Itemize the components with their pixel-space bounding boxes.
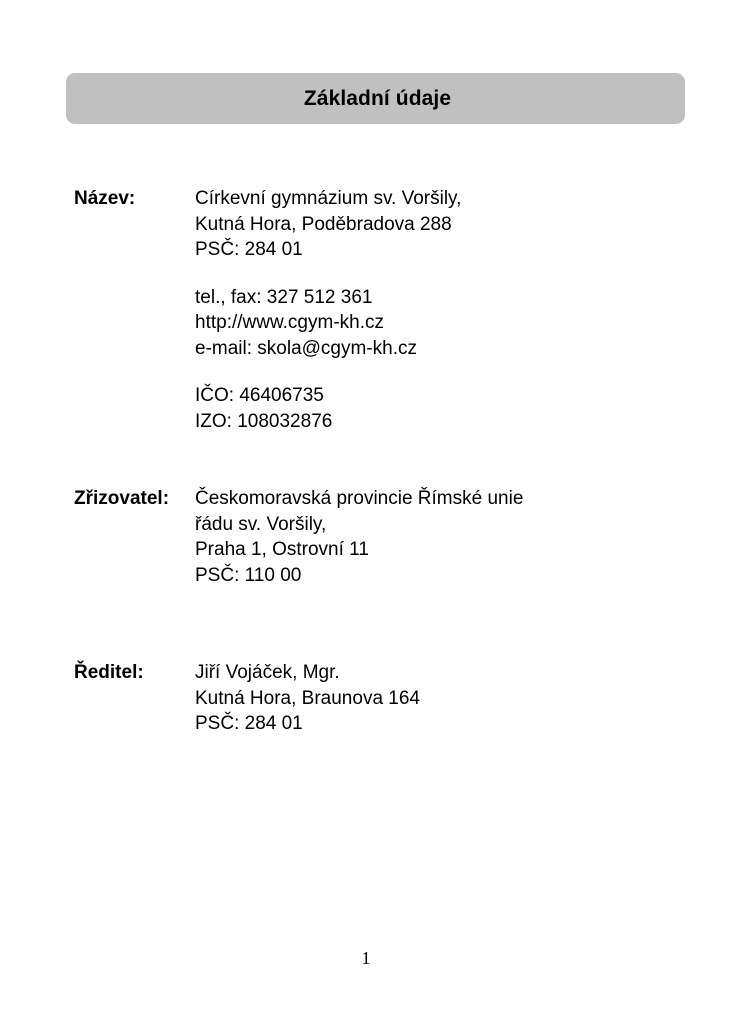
section-header-bar — [66, 73, 685, 124]
page-title: Základní údaje — [303, 86, 452, 110]
reditel-details — [195, 660, 420, 737]
spacer — [195, 361, 461, 383]
school-postcode: PSČ: 284 01 — [195, 239, 303, 260]
zrizovatel-label: Zřizovatel: — [74, 488, 170, 509]
school-phone: tel., fax: 327 512 361 — [195, 286, 373, 308]
school-email: e-mail: skola@cgym-kh.cz — [195, 337, 417, 359]
school-izo: IZO: 108032876 — [195, 410, 333, 432]
nazev-details — [195, 186, 461, 434]
founder-postcode: PSČ: 110 00 — [195, 564, 302, 586]
zrizovatel-details — [195, 486, 523, 588]
school-street: Kutná Hora, Poděbradova 288 — [195, 213, 452, 235]
school-name: Církevní gymnázium sv. Voršily, — [195, 188, 462, 209]
school-website: http://www.cgym-kh.cz — [195, 312, 384, 333]
founder-name: Českomoravská provincie Římské unie — [195, 488, 524, 509]
spacer — [195, 263, 461, 285]
nazev-label: Název: — [74, 188, 136, 209]
director-name: Jiří Vojáček, Mgr. — [195, 662, 340, 683]
director-street: Kutná Hora, Braunova 164 — [195, 687, 420, 709]
founder-street: Praha 1, Ostrovní 11 — [195, 539, 369, 560]
school-ico: IČO: 46406735 — [195, 385, 324, 406]
director-postcode: PSČ: 284 01 — [195, 713, 303, 734]
page-number: 1 — [361, 948, 371, 968]
founder-order: řádu sv. Voršily, — [195, 513, 327, 535]
reditel-label: Ředitel: — [74, 662, 144, 683]
